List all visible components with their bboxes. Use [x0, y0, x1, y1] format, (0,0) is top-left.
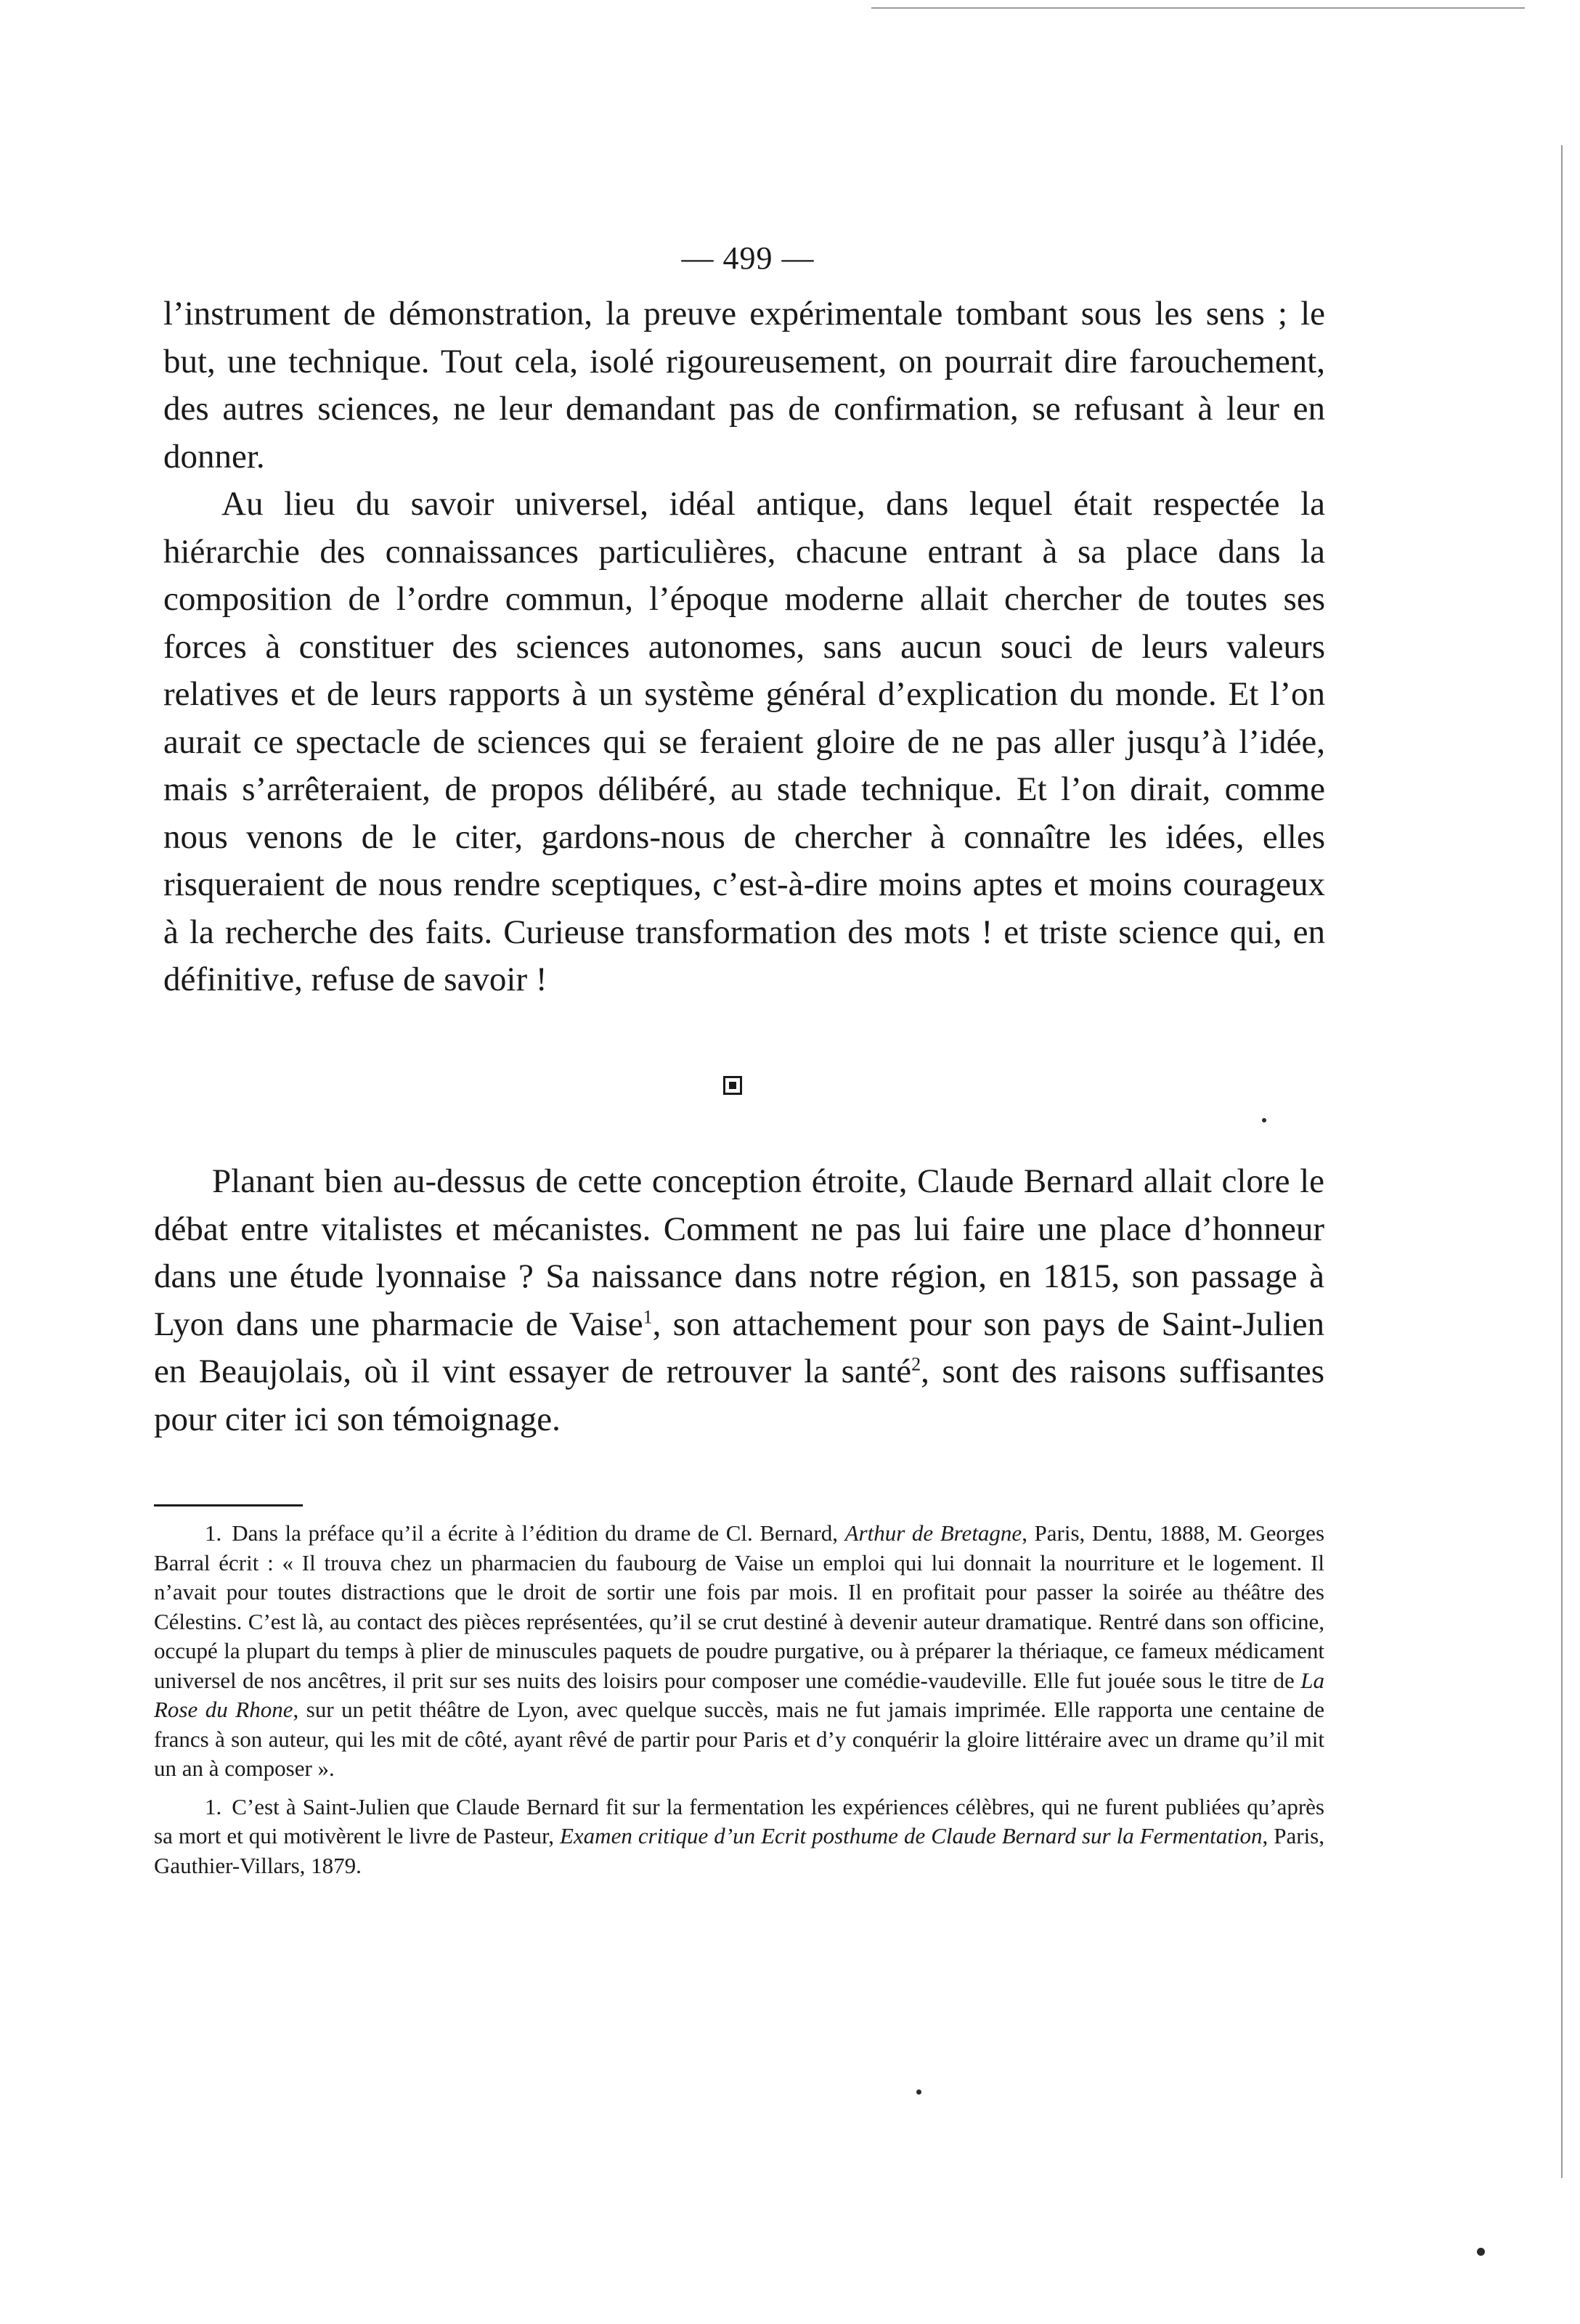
play-title: La Rose du Rhone [154, 1667, 1324, 1722]
footnote-reference: 1 [643, 1305, 653, 1327]
paragraph-text-part: , son attachement pour son pays de Saint-Julien en Beaujolais, où il vint essayer de retrouver la santé [154, 1305, 1324, 1390]
footnote-text: Dans la préface qu’il a écrite à l’édition du drame de Cl. Bernard, [232, 1520, 845, 1546]
scan-edge-line [1561, 145, 1563, 2178]
footnote [154, 1519, 1324, 1784]
paragraph-text-part: Planant bien au-dessus de cette conception étroite, Claude Bernard allait clore le débat entre vitalistes et mécanistes. Comment ne pas lui faire une place d’honneur dans une étude lyonnaise ? Sa naissance dans notre région, en 1815, son passage à Lyon dans une pharmacie de Vaise [154, 1162, 1324, 1343]
scan-edge-line [871, 7, 1525, 9]
footnote [154, 1793, 1324, 1881]
paragraph-modern-sciences: Au lieu du savoir universel, idéal antique, dans lequel était respectée la hiérarchie des connaissances particulières, chacune entrant à sa place dans la composition de l’ordre commun, l’époque moderne allait chercher de toutes ses forces à constituer des sciences autonomes, sans aucun souci de leurs valeurs relatives et de leurs rapports à un système général d’explication du monde. Et l’on aurait ce spectacle de sciences qui se feraient gloire de ne pas aller jusqu’à l’idée, mais s’arrêteraient, de propos délibéré, au stade technique. Et l’on dirait, comme nous venons de le citer, gardons-nous de chercher à connaître les idées, elles risqueraient de nous rendre sceptiques, c’est-à-dire moins aptes et moins courageux à la recherche des faits. Curieuse transformation des mots ! et triste science qui, en définitive, refuse de savoir ! [163, 485, 1325, 998]
paragraph-claude-bernard [154, 1158, 1324, 1443]
scan-speck [1477, 2248, 1485, 2256]
book-title: Arthur de Bretagne [844, 1520, 1022, 1546]
body-text-upper [163, 290, 1325, 1004]
footnotes [154, 1519, 1324, 1889]
scan-speck [916, 2089, 921, 2095]
page-number: — 499 — [681, 240, 815, 276]
paragraph-continuation: l’instrument de démonstration, la preuve expérimentale tombant sous les sens ; le but, une technique. Tout cela, isolé rigoureusement, on pourrait dire farouchement, des autres sciences, ne leur demandant pas de confirmation, se refusant à leur en donner. [163, 295, 1325, 476]
footnote-divider [154, 1504, 303, 1506]
footnote-marker: 1. [205, 1520, 222, 1546]
footnote-text: , Paris, Gauthier-Villars, 1879. [154, 1823, 1324, 1878]
footnote-text: , sur un petit théâtre de Lyon, avec quelque succès, mais ne fut jamais imprimée. Elle rapporta une centaine de francs à son auteur, qui les mit de côté, ayant rêvé de partir pour Paris et d’y conquérir la gloire littéraire avec un drame qu’il mit un an à composer ». [154, 1697, 1324, 1781]
footnote-marker: 1. [205, 1793, 222, 1819]
footnote-text: , Paris, Dentu, 1888, M. Georges Barral écrit : « Il trouva chez un pharmacien du faubourg de Vaise un emploi qui lui donnait la nourriture et le logement. Il n’avait pour toutes distractions que le droit de sortir une fois par mois. Il en profitait pour passer la soirée au théâtre des Célestins. C’est là, au contact des pièces représentées, qu’il se crut destiné à devenir auteur dramatique. Rentré dans son officine, occupé la plupart du temps à plier de minuscules paquets de poudre purgative, ou à préparer la thériaque, ce fameux médicament universel de nos ancêtres, il prit sur ses nuits des loisirs pour composer une comédie-vaudeville. Elle fut jouée sous le titre de [154, 1520, 1325, 1693]
paragraph-text-part: , sont des raisons suffisantes pour citer ici son témoignage. [154, 1353, 1324, 1438]
scan-speck [1262, 1118, 1266, 1122]
book-title: Examen critique d’un Ecrit posthume de Claude Bernard sur la Fermentation [559, 1823, 1263, 1848]
section-separator-ornament [723, 1076, 742, 1095]
body-text-lower [154, 1158, 1324, 1443]
footnote-reference: 2 [911, 1353, 921, 1375]
footnote-text: C’est à Saint-Julien que Claude Bernard fit sur la fermentation les expériences célèbres, qui ne furent publiées qu’après sa mort et qui motivèrent le livre de Pasteur, [154, 1793, 1324, 1848]
